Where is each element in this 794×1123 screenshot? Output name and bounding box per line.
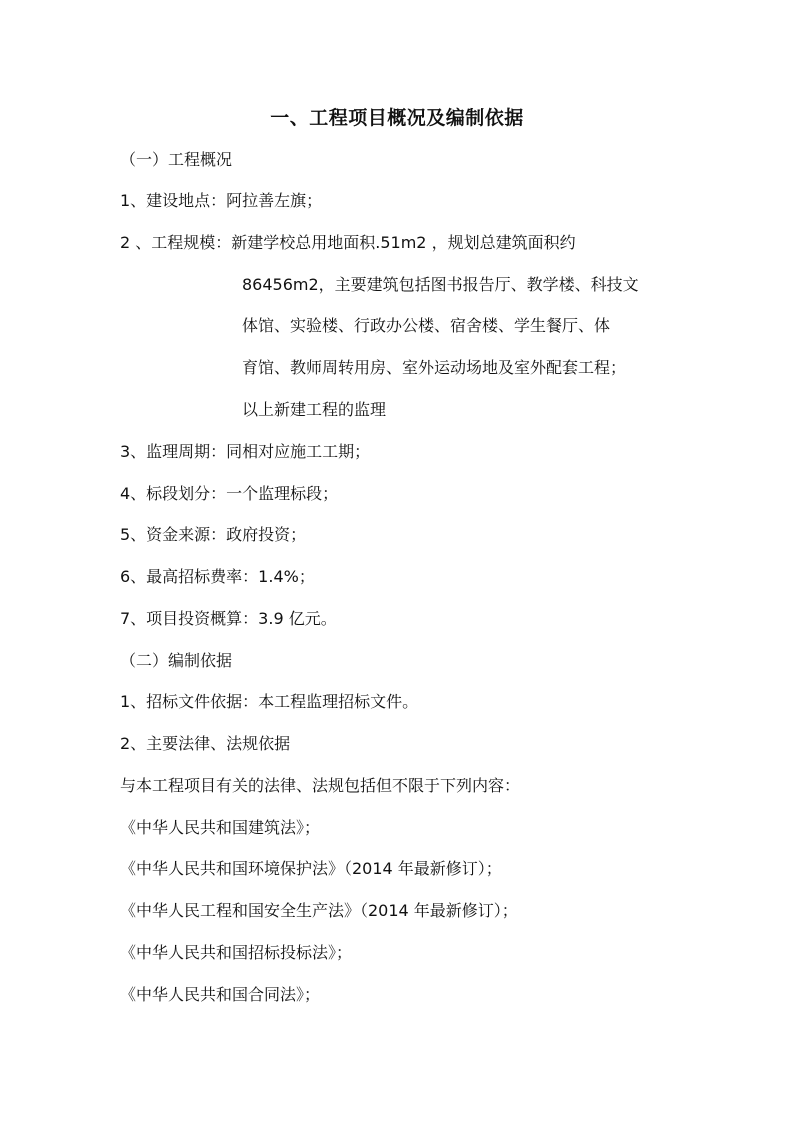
section-heading-basis: （二）编制依据 — [120, 651, 233, 670]
overview-item-funding: 5、资金来源：政府投资； — [120, 525, 307, 544]
overview-item-location: 1、建设地点：阿拉善左旗； — [120, 191, 323, 210]
overview-item-scale-cont-1: 86456m2，主要建筑包括图书报告厅、教学楼、科技文 — [242, 275, 639, 294]
law-item: 《中华人民共和国招标投标法》； — [120, 943, 353, 962]
page-title: 一、工程项目概况及编制依据 — [270, 107, 524, 129]
overview-item-period: 3、监理周期：同相对应施工工期； — [120, 442, 371, 461]
section-heading-overview: （一）工程概况 — [120, 150, 233, 169]
overview-item-lots: 4、标段划分：一个监理标段； — [120, 484, 339, 503]
law-item: 《中华人民共和国环境保护法》（2014 年最新修订）； — [120, 859, 502, 878]
basis-laws-intro: 与本工程项目有关的法律、法规包括但不限于下列内容： — [120, 776, 521, 795]
overview-item-scale-cont-2: 体馆、实验楼、行政办公楼、宿舍楼、学生餐厅、体 — [242, 316, 611, 335]
law-item: 《中华人民共和国建筑法》； — [120, 818, 321, 837]
overview-item-scale-cont-3: 育馆、教师周转用房、室外运动场地及室外配套工程； — [242, 358, 627, 377]
overview-item-scale-cont-4: 以上新建工程的监理 — [242, 400, 387, 419]
basis-item-tender-docs: 1、招标文件依据：本工程监理招标文件。 — [120, 692, 419, 711]
basis-item-laws: 2、主要法律、法规依据 — [120, 734, 291, 753]
overview-item-budget: 7、项目投资概算：3.9 亿元。 — [120, 609, 337, 628]
overview-item-fee-rate: 6、最高招标费率：1.4%； — [120, 567, 315, 586]
law-item: 《中华人民工程和国安全生产法》（2014 年最新修订）； — [120, 901, 518, 920]
overview-item-scale: 2 、工程规模：新建学校总用地面积.51m2 ，规划总建筑面积约 — [120, 233, 576, 252]
law-item: 《中华人民共和国合同法》； — [120, 985, 321, 1004]
